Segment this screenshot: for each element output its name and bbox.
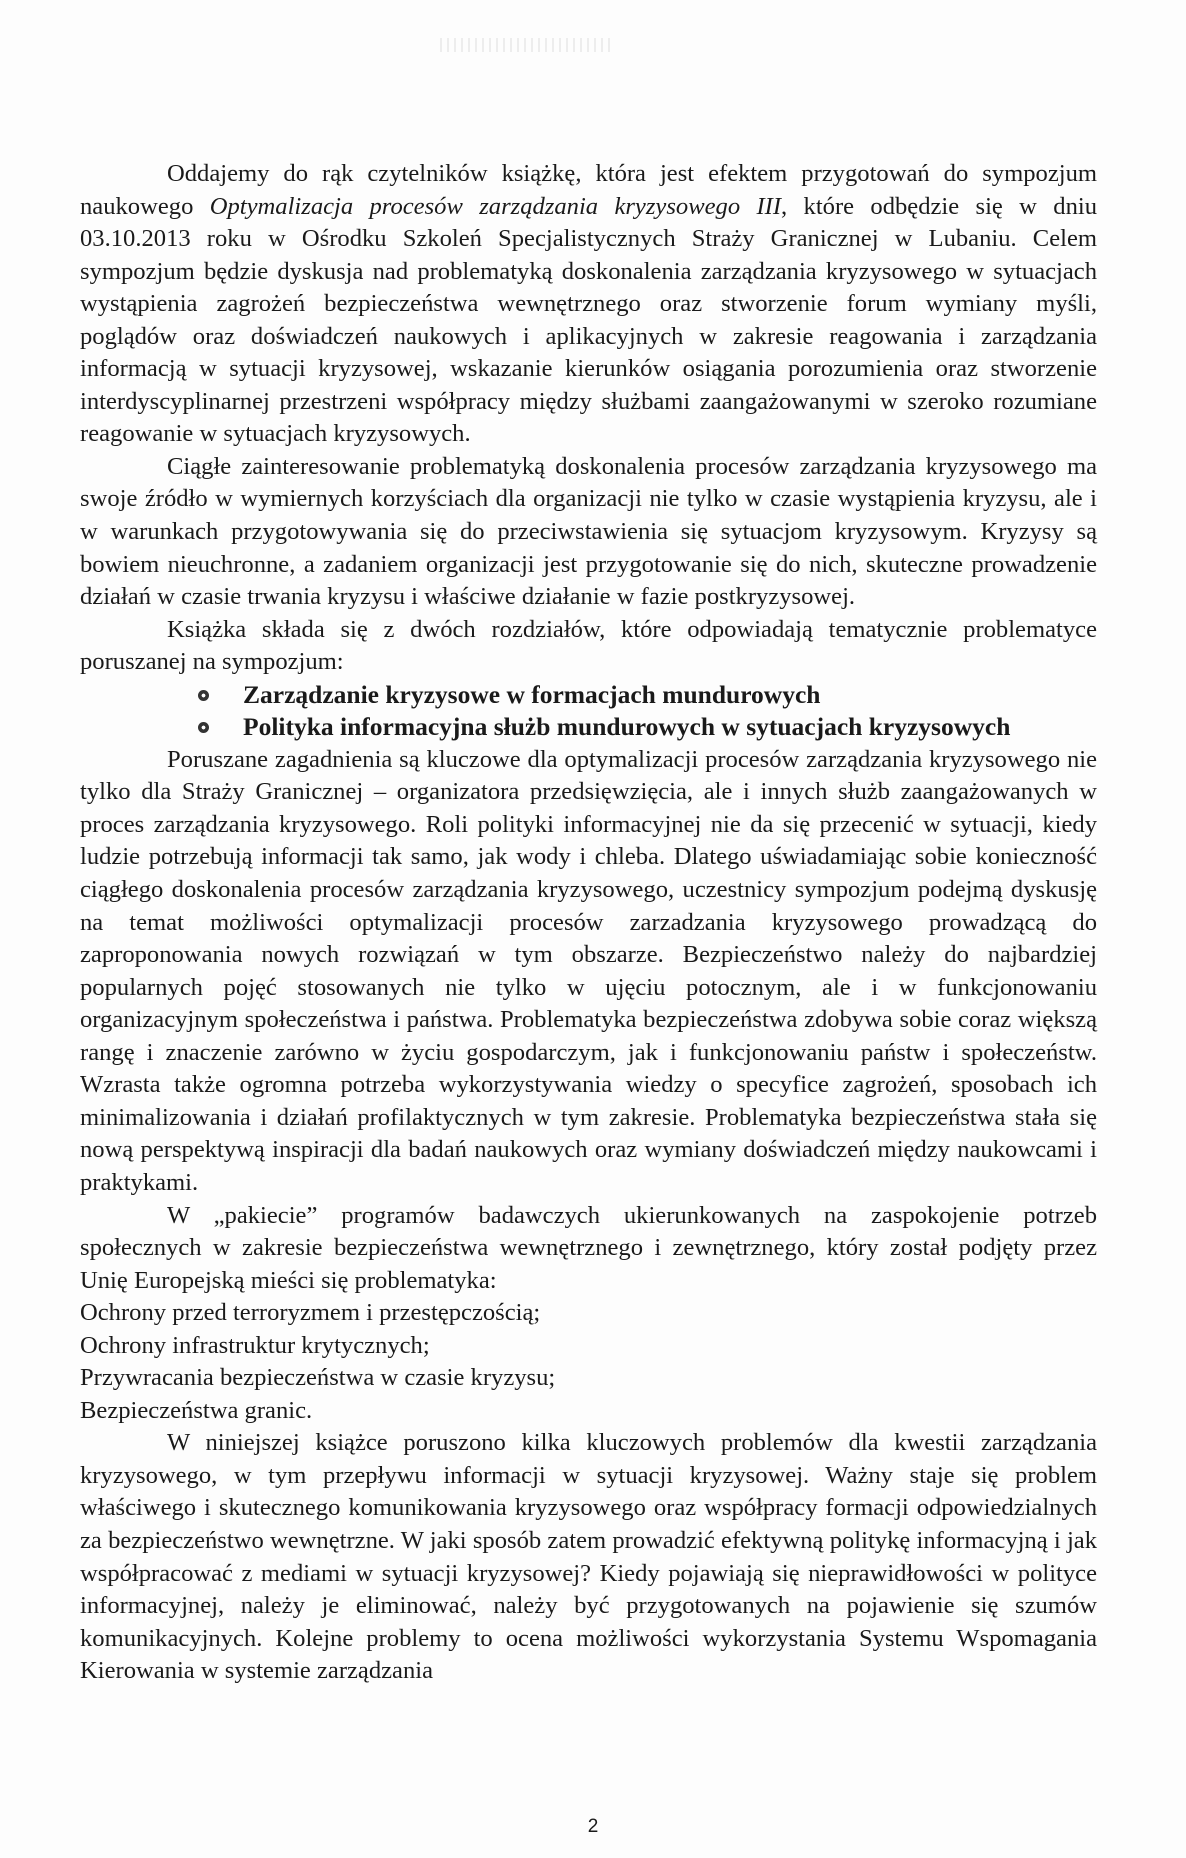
scan-artifact: [440, 38, 610, 52]
intro-text-end: , które odbędzie się w dniu 03.10.2013 roku w Ośrodku Szkoleń Specjalistycznych Straży Granicznej w Lubaniu. Celem sympozjum będzie dyskusja nad problematyką doskonalenia zarządzania kryzysowego w sytuacjach wystąpienia zagrożeń bezpieczeństwa wewnętrznego oraz stworzenie forum wymiany myśli, poglądów oraz doświadczeń naukowych i aplikacyjnych w zakresie reagowania i zarządzania informacją w sytuacji kryzysowej, wskazanie kierunków osiągania porozumienia oraz stworzenie interdyscyplinarnej przestrzeni współpracy między służbami zaangażowanymi w szeroko rozumiane reagowanie w sytuacjach kryzysowych.: [80, 192, 1097, 448]
chapter-title: Polityka informacyjna służb mundurowych w sytuacjach kryzysowych: [243, 712, 1011, 742]
problem-item: Ochrony infrastruktur krytycznych;: [80, 1331, 430, 1359]
problem-item: Ochrony przed terroryzmem i przestępczością;: [80, 1299, 541, 1327]
document-body: [80, 158, 1097, 1688]
symposium-title: Optymalizacja procesów zarządzania kryzysowego III: [209, 192, 782, 220]
intro-text-start: Oddajemy do rąk czytelników książkę, która jest efektem przygotowań do sympozjum naukowego: [80, 160, 1097, 220]
paragraph-crisis-interest: Ciągłe zainteresowanie problematyką doskonalenia procesów zarządzania kryzysowego ma swoje źródło w wymiernych korzyściach dla organizacji nie tylko w czasie wystąpienia kryzysu, ale i w warunkach przygotowywania się do przeciwstawienia się sytuacjom kryzysowym. Kryzysy są bowiem nieuchronne, a zadaniem organizacji jest przygotowanie się do nich, skuteczne prowadzenie działań w czasie trwania kryzysu i właściwe działanie w fazie postkryzysowej.: [80, 452, 1097, 611]
paragraph-key-issues: Poruszane zagadnienia są kluczowe dla optymalizacji procesów zarządzania kryzysowego nie tylko dla Straży Granicznej – organizatora przedsięwzięcia, ale i innych służb zaangażowanych w proces zarządzania kryzysowego. Roli polityki informacyjnej nie da się przecenić w sytuacji, kiedy ludzie potrzebują informacji tak samo, jak wody i chleba. Dlatego uświadamiając sobie konieczność ciągłego doskonalenia procesów zarządzania kryzysowego, uczestnicy sympozjum podejmą dyskusję na temat możliwości optymalizacji procesów zarzadzania kryzysowego prowadzącą do zaproponowania nowych rozwiązań w tym obszarze. Bezpieczeństwo należy do najbardziej popularnych pojęć stosowanych nie tylko w ujęciu potocznym, ale i w funkcjonowaniu organizacyjnym społeczeństwa i państwa. Problematyka bezpieczeństwa zdobywa sobie coraz większą rangę i znaczenie zarówno w życiu gospodarczym, jak i funkcjonowaniu państw i społeczeństw. Wzrasta także ogromna potrzeba wykorzystywania wiedzy o specyfice zagrożeń, sposobach ich minimalizowania i działań profilaktycznych w tym zakresie. Problematyka bezpieczeństwa stała się nową perspektywą inspiracji dla badań naukowych oraz wymiany doświadczeń między naukowcami i praktykami.: [80, 745, 1097, 1196]
bullet-icon: [198, 690, 209, 701]
intro-paragraph: [80, 158, 1097, 451]
paragraph-eu-package: W „pakiecie” programów badawczych ukierunkowanych na zaspokojenie potrzeb społecznych w zakresie bezpieczeństwa wewnętrznego i zewnętrznego, który został podjęty przez Unię Europejską mieści się problematyka:: [80, 1201, 1097, 1294]
paragraph-book-structure: Książka składa się z dwóch rozdziałów, które odpowiadają tematycznie problematyce poruszanej na sympozjum:: [80, 615, 1097, 676]
chapter-item: [80, 679, 1097, 712]
problem-item: Przywracania bezpieczeństwa w czasie kryzysu;: [80, 1364, 556, 1392]
chapter-title: Zarządzanie kryzysowe w formacjach mundurowych: [243, 679, 821, 709]
page-number: 2: [587, 1816, 599, 1837]
problem-list: [80, 1297, 1097, 1427]
bullet-icon: [198, 722, 209, 733]
paragraph-book-topics: W niniejszej książce poruszono kilka kluczowych problemów dla kwestii zarządzania kryzysowego, w tym przepływu informacji w sytuacji kryzysowej. Ważny staje się problem właściwego i skutecznego komunikowania kryzysowego oraz współpracy formacji odpowiedzialnych za bezpieczeństwo wewnętrzne. W jaki sposób zatem prowadzić efektywną politykę informacyjną i jak współpracować z mediami w sytuacji kryzysowej? Kiedy pojawiają się nieprawidłowości w polityce informacyjnej, należy je eliminować, należy być przygotowanych na pojawienie się szumów komunikacyjnych. Kolejne problemy to ocena możliwości wykorzystania Systemu Wspomagania Kierowania w systemie zarządzania: [80, 1429, 1097, 1685]
chapter-item: [80, 711, 1097, 744]
chapter-list: [80, 679, 1097, 744]
problem-item: Bezpieczeństwa granic.: [80, 1396, 313, 1424]
